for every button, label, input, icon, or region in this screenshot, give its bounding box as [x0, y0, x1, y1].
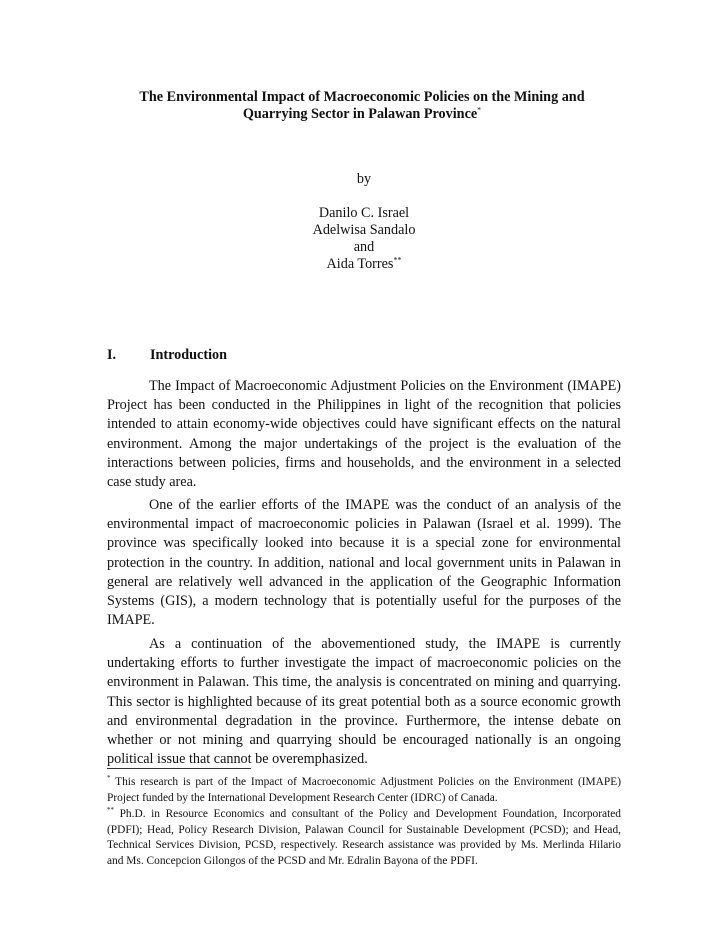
title-line-2: Quarrying Sector in Palawan Province — [242, 106, 478, 122]
section-title: Introduction — [150, 347, 227, 363]
author-3-line — [300, 256, 428, 273]
footnote-1-text: This research is part of the Impact of Macroeconomic Adjustment Policies on the Environment (IMAPE) Project funded by the International Development Research Center (IDRC) of Canada. — [107, 776, 621, 804]
footnotes — [107, 775, 621, 870]
title-line-1: The Environmental Impact of Macroeconomic Policies on the Mining and — [139, 89, 585, 105]
footnote-2-text: Ph.D. in Resource Economics and consultant of the Policy and Development Foundation, Incorporated (PDFI); Head, Policy Research Division, Palawan Council for Sustainable Development (PCSD); and Head, Technical Services Division, PCSD, respectively. Research assistance was provided by Ms. Merlinda Hilario and Ms. Concepcion Gilongos of the PCSD and Mr. Edralin Bayona of the PDFI. — [107, 808, 621, 867]
author-conjunction: and — [353, 239, 375, 255]
paper-title — [100, 89, 624, 123]
section-number: I. — [107, 347, 117, 363]
paragraph-2: One of the earlier efforts of the IMAPE was the conduct of an analysis of the environmental impact of macroeconomic policies in Palawan (Israel et al. 1999). The province was specifically looked into because it is a special zone for environmental protection in the country. In addition, national and local government units in Palawan in general are relatively well advanced in the application of the Geographic Information Systems (GIS), a modern technology that is potentially useful for the purposes of the IMAPE. — [107, 497, 621, 629]
by-label: by — [356, 171, 372, 187]
paragraph-3: As a continuation of the abovementioned study, the IMAPE is currently undertaking efforts to further investigate the impact of macroeconomic policies on the environment in Palawan. This time, the analysis is concentrated on mining and quarrying. This sector is highlighted because of its great potential both as a source economic growth and environmental degradation in the province. Furthermore, the intense debate on whether or not mining and quarrying should be encouraged nationally is an ongoing political issue that cannot be overemphasized. — [107, 636, 621, 768]
footnote-1-mark: * — [107, 774, 111, 783]
paragraph-1: The Impact of Macroeconomic Adjustment Policies on the Environment (IMAPE) Project has been conducted in the Philippines in light of the recognition that policies intended to attain economy-wide objectives could have significant effects on the natural environment. Among the major undertakings of the project is the evaluation of the interactions between policies, firms and households, and the environment in a selected case study area. — [107, 378, 621, 491]
footnote-2-mark: ** — [107, 806, 114, 815]
footnote-1 — [107, 775, 621, 806]
author-footnote-mark: ** — [393, 255, 402, 265]
footnote-2 — [107, 807, 621, 869]
author-3: Aida Torres — [326, 256, 394, 272]
author-1: Danilo C. Israel — [318, 205, 410, 221]
footnote-separator — [107, 768, 251, 769]
title-footnote-mark: * — [477, 105, 482, 115]
author-2: Adelwisa Sandalo — [312, 222, 416, 238]
